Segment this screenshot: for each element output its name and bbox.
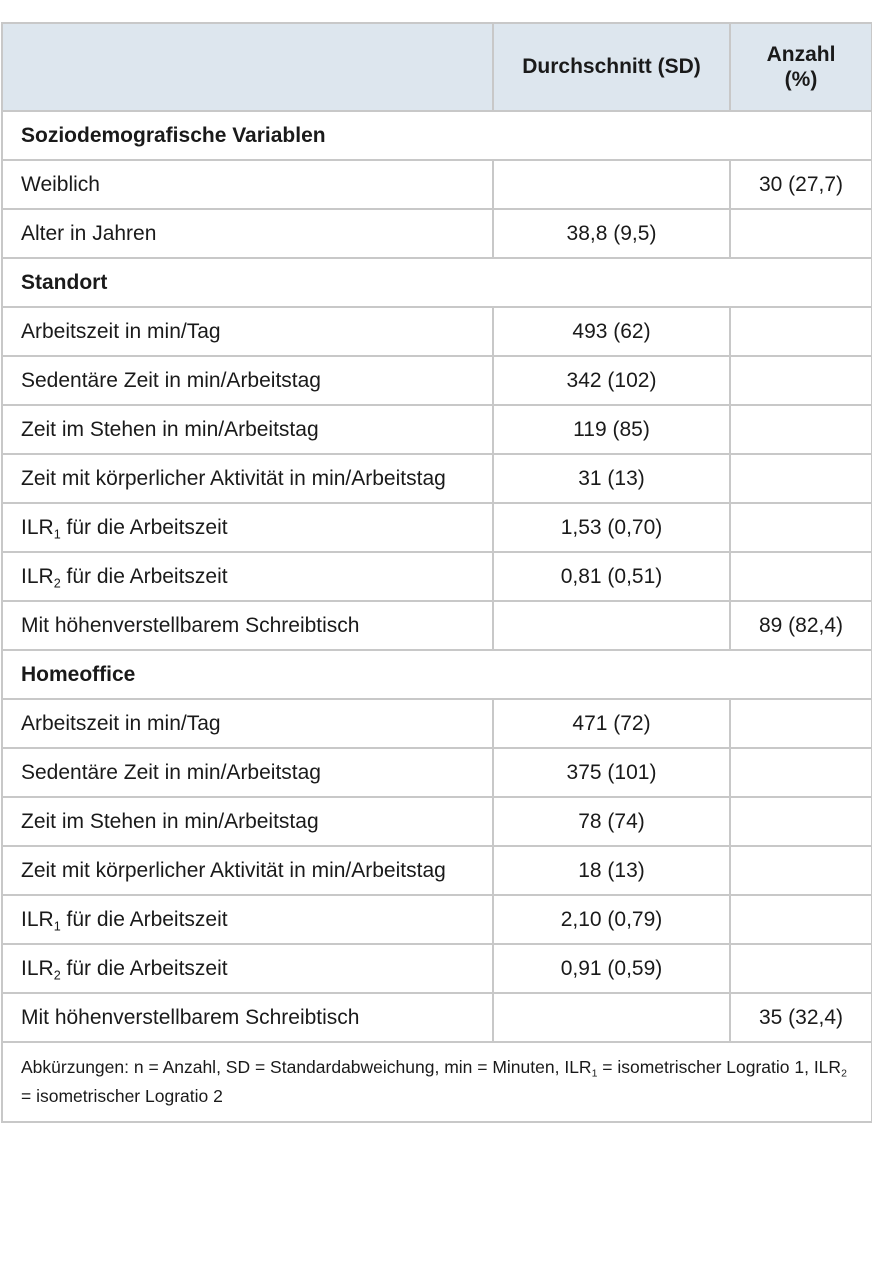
row-label: Zeit mit körperlicher Aktivität in min/Arbeitstag: [2, 846, 493, 895]
row-label: Alter in Jahren: [2, 209, 493, 258]
row-count: [730, 405, 872, 454]
row-label-prefix: ILR: [21, 564, 54, 588]
row-mean: 0,91 (0,59): [493, 944, 730, 993]
row-count: [730, 209, 872, 258]
row-label-suffix: für die Arbeitszeit: [60, 515, 228, 539]
footnote: [2, 1042, 872, 1122]
row-label: [2, 503, 493, 552]
table-row: [2, 895, 872, 944]
table-row: [2, 846, 872, 895]
row-mean: 342 (102): [493, 356, 730, 405]
table-row: [2, 552, 872, 601]
row-mean: [493, 160, 730, 209]
row-mean: [493, 993, 730, 1042]
row-mean: 0,81 (0,51): [493, 552, 730, 601]
row-count: 35 (32,4): [730, 993, 872, 1042]
row-label-subscript: 1: [53, 527, 61, 542]
data-table-container: [1, 22, 871, 1123]
row-label: Zeit mit körperlicher Aktivität in min/Arbeitstag: [2, 454, 493, 503]
table-row: [2, 307, 872, 356]
header-col-mean: Durchschnitt (SD): [493, 23, 730, 111]
row-label: [2, 895, 493, 944]
row-label: [2, 944, 493, 993]
section-row: [2, 650, 872, 699]
row-mean: 119 (85): [493, 405, 730, 454]
table-row: [2, 797, 872, 846]
row-count: [730, 356, 872, 405]
row-label: Sedentäre Zeit in min/Arbeitstag: [2, 356, 493, 405]
table-body: [2, 111, 872, 1042]
data-table: [1, 22, 872, 1123]
table-row: [2, 601, 872, 650]
row-mean: [493, 601, 730, 650]
table-row: [2, 503, 872, 552]
row-count: [730, 944, 872, 993]
row-mean: 31 (13): [493, 454, 730, 503]
row-count: [730, 748, 872, 797]
row-label: Arbeitszeit in min/Tag: [2, 307, 493, 356]
table-row: [2, 699, 872, 748]
row-count: [730, 454, 872, 503]
row-count: 30 (27,7): [730, 160, 872, 209]
footnote-sub1: 1: [591, 1067, 598, 1080]
row-count: [730, 846, 872, 895]
section-row: [2, 111, 872, 160]
row-mean: 78 (74): [493, 797, 730, 846]
footnote-row: [2, 1042, 872, 1122]
row-label: Zeit im Stehen in min/Arbeitstag: [2, 405, 493, 454]
section-title: Standort: [2, 258, 872, 307]
table-row: [2, 993, 872, 1042]
footnote-part2: = isometrischer Logratio 1, ILR: [597, 1057, 842, 1077]
row-label-suffix: für die Arbeitszeit: [60, 907, 228, 931]
row-count: [730, 552, 872, 601]
table-row: [2, 356, 872, 405]
row-count: [730, 307, 872, 356]
row-label: Mit höhenverstellbarem Schreibtisch: [2, 601, 493, 650]
table-header: [2, 23, 872, 111]
row-label: Weiblich: [2, 160, 493, 209]
row-label-suffix: für die Arbeitszeit: [60, 564, 228, 588]
row-count: 89 (82,4): [730, 601, 872, 650]
row-label-subscript: 2: [53, 968, 61, 983]
row-mean: 471 (72): [493, 699, 730, 748]
table-row: [2, 405, 872, 454]
row-label: Arbeitszeit in min/Tag: [2, 699, 493, 748]
footnote-sub2: 2: [841, 1067, 847, 1080]
table-row: [2, 454, 872, 503]
section-row: [2, 258, 872, 307]
table-row: [2, 748, 872, 797]
row-mean: 2,10 (0,79): [493, 895, 730, 944]
row-mean: 1,53 (0,70): [493, 503, 730, 552]
row-mean: 38,8 (9,5): [493, 209, 730, 258]
row-label-prefix: ILR: [21, 515, 54, 539]
row-mean: 375 (101): [493, 748, 730, 797]
header-col-label: [2, 23, 493, 111]
row-label-subscript: 2: [53, 576, 61, 591]
table-row: [2, 209, 872, 258]
row-mean: 18 (13): [493, 846, 730, 895]
footnote-part3: = isometrischer Logratio 2: [21, 1085, 223, 1106]
row-count: [730, 503, 872, 552]
row-label: [2, 552, 493, 601]
table-footer: [2, 1042, 872, 1122]
table-row: [2, 944, 872, 993]
row-label-subscript: 1: [53, 919, 61, 934]
row-label-prefix: ILR: [21, 956, 54, 980]
row-count: [730, 699, 872, 748]
row-count: [730, 797, 872, 846]
section-title: Soziodemografische Variablen: [2, 111, 872, 160]
row-mean: 493 (62): [493, 307, 730, 356]
row-label: Zeit im Stehen in min/Arbeitstag: [2, 797, 493, 846]
row-count: [730, 895, 872, 944]
footnote-part1: Abkürzungen: n = Anzahl, SD = Standardabweichung, min = Minuten, ILR: [21, 1057, 592, 1077]
header-col-count: Anzahl (%): [730, 23, 872, 111]
row-label-prefix: ILR: [21, 907, 54, 931]
table-row: [2, 160, 872, 209]
row-label: Mit höhenverstellbarem Schreibtisch: [2, 993, 493, 1042]
header-row: [2, 23, 872, 111]
row-label-suffix: für die Arbeitszeit: [60, 956, 228, 980]
row-label: Sedentäre Zeit in min/Arbeitstag: [2, 748, 493, 797]
section-title: Homeoffice: [2, 650, 872, 699]
